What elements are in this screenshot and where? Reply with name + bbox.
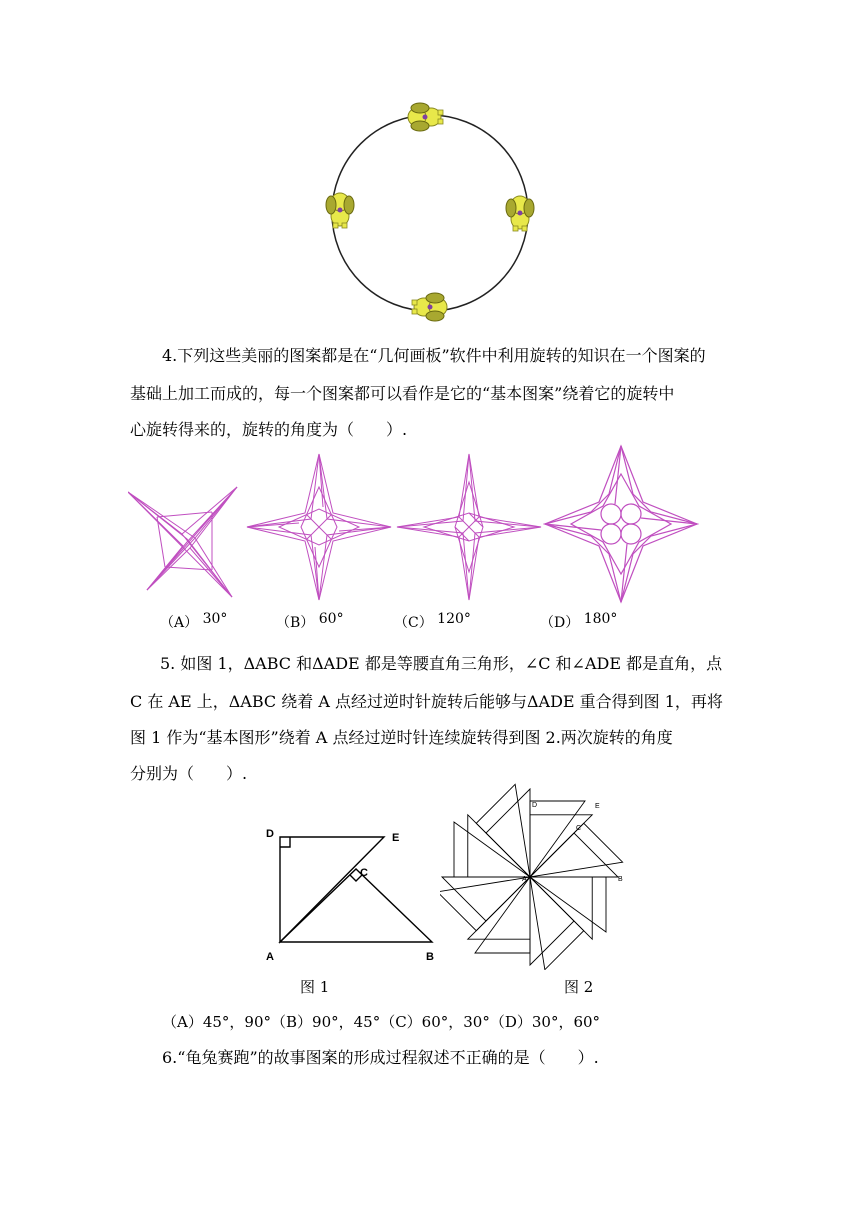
option-letter: （B） <box>276 615 315 631</box>
fig1-label-c: C <box>360 867 368 879</box>
fig2-caption: 图 2 <box>564 978 594 996</box>
figure-2 <box>440 780 630 970</box>
fig1-label-a: A <box>266 951 274 963</box>
q5-line-1: 5. 如图 1，ΔABC 和ΔADE 都是等腰直角三角形，∠C 和∠ADE 都是直角，点 <box>160 654 723 673</box>
fig1-label-b: B <box>426 951 434 963</box>
dog-icon <box>408 103 443 131</box>
q4-option-b <box>276 612 344 632</box>
option-letter: （C） <box>394 615 433 631</box>
option-value: 30° <box>202 611 228 627</box>
figure-1 <box>258 822 448 967</box>
q5-line-3: 图 1 作为“基本图形”绕着 A 点经过逆时针连续旋转得到图 2.两次旋转的角度 <box>130 728 673 747</box>
fig1-caption: 图 1 <box>300 978 330 996</box>
q5-line-4: 分别为（ ）. <box>130 764 248 783</box>
option-value: 60° <box>318 611 344 627</box>
option-value: 120° <box>437 611 471 627</box>
dog-circle-figure <box>300 95 560 335</box>
q4-option-c <box>394 612 471 632</box>
q5-line-2: C 在 AE 上，ΔABC 绕着 A 点经过逆时针旋转后能够与ΔADE 重合得到图 1，再将 <box>130 692 723 711</box>
option-letter: （D） <box>540 615 580 631</box>
fig2-label-a: A <box>522 876 527 883</box>
dog-icon <box>326 193 354 228</box>
fig2-label-c: C <box>576 825 582 832</box>
fig1-label-d: D <box>266 828 274 840</box>
fig1-label-e: E <box>392 832 400 844</box>
dog-icon <box>506 196 534 231</box>
fig2-label-b: B <box>618 876 623 883</box>
q4-line-2: 基础上加工而成的，每一个图案都可以看作是它的“基本图案”绕着它的旋转中 <box>130 384 675 403</box>
q4-option-a <box>160 612 227 632</box>
fig2-label-d: D <box>532 802 538 809</box>
star-pattern-a <box>128 482 246 602</box>
star-pattern-c <box>395 452 543 602</box>
star-pattern-b <box>245 452 393 602</box>
q4-line-3: 心旋转得来的，旋转的角度为（ ）. <box>130 420 408 439</box>
q6-line: 6.“龟兔赛跑”的故事图案的形成过程叙述不正确的是（ ）. <box>162 1048 599 1067</box>
rotation-circle <box>332 115 528 311</box>
fig2-label-e: E <box>595 803 600 810</box>
star-pattern-d <box>543 444 699 604</box>
option-value: 180° <box>583 611 618 627</box>
q5-options: （A）45°，90°（B）90°，45°（C）60°，30°（D）30°，60° <box>162 1013 601 1031</box>
q4-line-1: 4.下列这些美丽的图案都是在“几何画板”软件中利用旋转的知识在一个图案的 <box>162 346 706 365</box>
q4-option-d <box>540 612 617 632</box>
option-letter: （A） <box>160 615 199 631</box>
dog-icon <box>412 293 447 321</box>
